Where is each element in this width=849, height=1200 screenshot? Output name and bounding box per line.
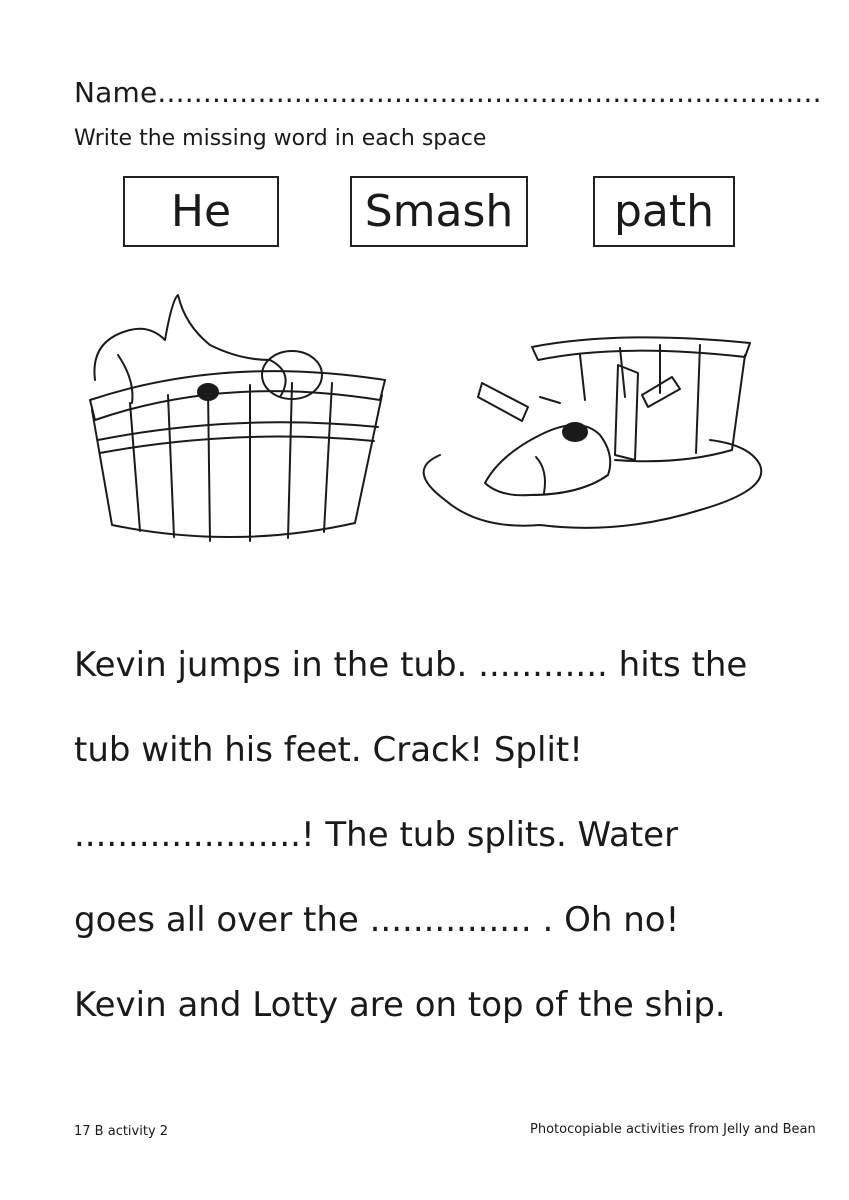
story-line-1[interactable]: Kevin jumps in the tub. ............ hits the — [74, 645, 748, 685]
tub-broken-illustration — [424, 337, 762, 527]
story-line-4[interactable]: goes all over the ............... . Oh no! — [74, 900, 680, 940]
word-box-he: He — [123, 176, 279, 247]
footer-activity-label: 17 B activity 2 — [74, 1124, 169, 1139]
footer-credit: Photocopiable activities from Jelly and Bean — [530, 1122, 816, 1137]
story-line-2: tub with his feet. Crack! Split! — [74, 730, 583, 770]
story-line-3[interactable]: .....................! The tub splits. Water — [74, 815, 679, 855]
dog-diving-illustration — [94, 295, 322, 403]
word-box-smash: Smash — [350, 176, 528, 247]
instruction-text: Write the missing word in each space — [74, 126, 487, 151]
story-line-5: Kevin and Lotty are on top of the ship. — [74, 985, 726, 1025]
dog-lying-illustration — [485, 423, 610, 495]
illustration — [60, 285, 790, 575]
word-box-path: path — [593, 176, 735, 247]
name-field-line[interactable]: Name......................................................................... — [74, 76, 822, 109]
tub-intact-illustration — [90, 371, 385, 541]
